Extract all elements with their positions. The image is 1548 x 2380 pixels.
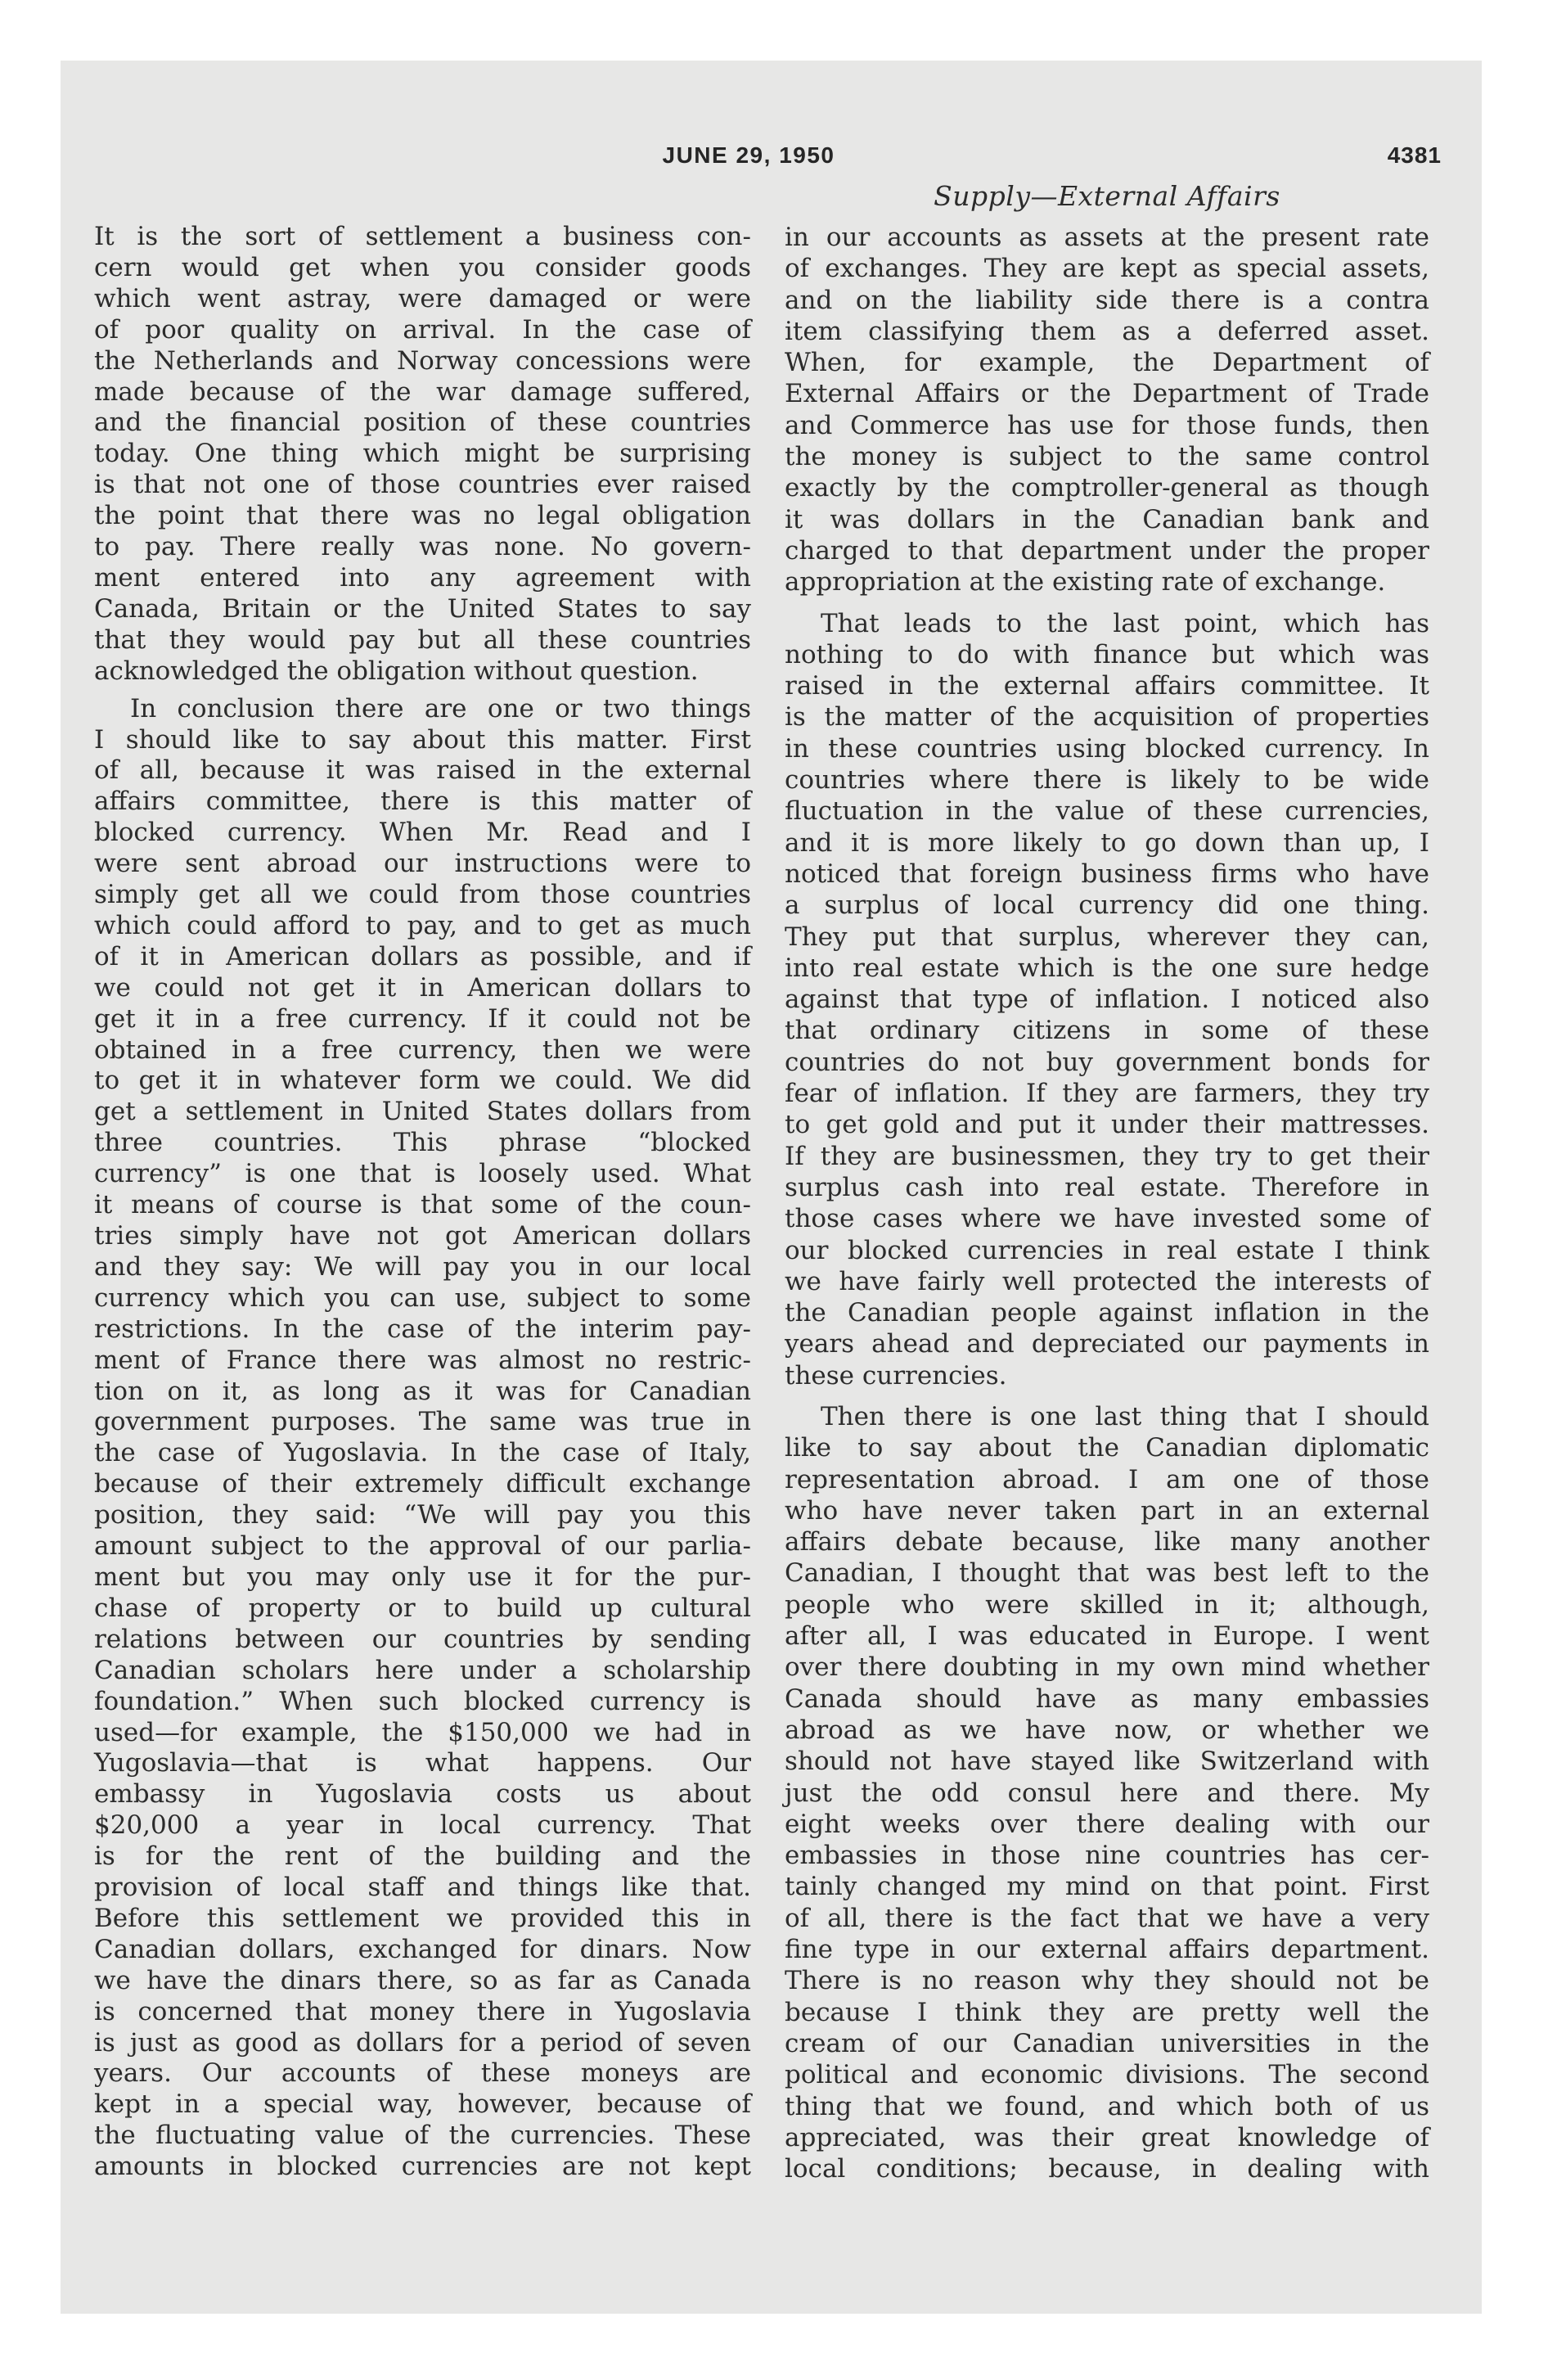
text-line: and it is more likely to go down than up, I — [785, 827, 1429, 858]
text-line: of all, there is the fact that we have a very — [785, 1903, 1429, 1933]
paragraph — [785, 222, 1429, 598]
text-line: countries do not buy government bonds for — [785, 1047, 1429, 1077]
text-line: the Canadian people against inflation in the — [785, 1298, 1429, 1328]
text-line: Canadian scholars here under a scholarship — [94, 1655, 751, 1685]
section-title: Supply—External Affairs — [934, 180, 1280, 212]
text-line: embassy in Yugoslavia costs us about — [94, 1779, 751, 1810]
text-line: noticed that foreign business firms who have — [785, 859, 1429, 889]
text-line: our blocked currencies in real estate I think — [785, 1235, 1429, 1265]
text-line: relations between our countries by sending — [94, 1624, 751, 1654]
text-line: government purposes. The same was true in — [94, 1407, 751, 1437]
text-line: and the financial position of these countries — [94, 408, 751, 438]
text-line: If they are businessmen, they try to get their — [785, 1141, 1429, 1171]
text-line: in these countries using blocked currency. In — [785, 733, 1429, 764]
text-line: we have the dinars there, so as far as Canada — [94, 1965, 751, 1995]
text-line: abroad as we have now, or whether we — [785, 1715, 1429, 1745]
left-column — [94, 222, 751, 2183]
text-line: to get gold and put it under their mattresses. — [785, 1110, 1429, 1140]
text-line: fine type in our external affairs department. — [785, 1935, 1429, 1965]
text-line: tries simply have not got American dollars — [94, 1221, 751, 1251]
text-line: Canadian dollars, exchanged for dinars. Now — [94, 1934, 751, 1964]
right-column — [785, 222, 1429, 2184]
text-line: should not have stayed like Switzerland with — [785, 1747, 1429, 1777]
text-line: exactly by the comptroller-general as though — [785, 473, 1429, 503]
text-line: to pay. There really was none. No govern- — [94, 532, 751, 562]
text-line: and on the liability side there is a contra — [785, 285, 1429, 315]
text-line: today. One thing which might be surprising — [94, 439, 751, 469]
running-head-date: JUNE 29, 1950 — [662, 142, 835, 168]
text-line: people who were skilled in it; although, — [785, 1589, 1429, 1620]
text-line: simply get all we could from those countries — [94, 880, 751, 910]
text-line: of exchanges. They are kept as special assets, — [785, 254, 1429, 284]
text-line: we could not get it in American dollars to — [94, 972, 751, 1003]
text-line: of it in American dollars as possible, and if — [94, 941, 751, 971]
text-line: surplus cash into real estate. Therefore in — [785, 1172, 1429, 1202]
text-line: get a settlement in United States dollars from — [94, 1097, 751, 1127]
text-line: like to say about the Canadian diplomatic — [785, 1433, 1429, 1463]
text-line: Then there is one last thing that I should — [821, 1401, 1429, 1431]
text-line: In conclusion there are one or two things — [130, 693, 751, 723]
text-line: of poor quality on arrival. In the case of — [94, 314, 751, 345]
text-line: Canadian, I thought that was best left to the — [785, 1558, 1429, 1589]
text-line: three countries. This phrase “blocked — [94, 1128, 751, 1158]
text-line: currency” is one that is loosely used. What — [94, 1159, 751, 1189]
text-line: External Affairs or the Department of Trade — [785, 379, 1429, 409]
text-line: Before this settlement we provided this in — [94, 1903, 751, 1933]
text-line: we have fairly well protected the interests of — [785, 1266, 1429, 1296]
text-line: political and economic divisions. The second — [785, 2060, 1429, 2090]
text-line: after all, I was educated in Europe. I went — [785, 1621, 1429, 1652]
text-line: were sent abroad our instructions were to — [94, 849, 751, 879]
text-line: years ahead and depreciated our payments in — [785, 1329, 1429, 1359]
text-line: of all, because it was raised in the external — [94, 755, 751, 786]
text-line: position, they said: “We will pay you this — [94, 1500, 751, 1530]
text-line: those cases where we have invested some of — [785, 1204, 1429, 1234]
text-line: nothing to do with finance but which was — [785, 639, 1429, 669]
text-line: appreciated, was their great knowledge of — [785, 2122, 1429, 2152]
text-line: that they would pay but all these countries — [94, 624, 751, 655]
text-line: made because of the war damage suffered, — [94, 376, 751, 407]
text-line: and Commerce has use for those funds, then — [785, 410, 1429, 440]
text-line: blocked currency. When Mr. Read and I — [94, 818, 751, 848]
text-line: kept in a special way, however, because of — [94, 2089, 751, 2120]
text-line: eight weeks over there dealing with our — [785, 1809, 1429, 1839]
text-line: who have never taken part in an external — [785, 1495, 1429, 1526]
text-line: just the odd consul here and there. My — [785, 1778, 1429, 1808]
paragraph — [94, 222, 751, 687]
text-line: Canada should have as many embassies — [785, 1684, 1429, 1714]
text-line: which went astray, were damaged or were — [94, 283, 751, 313]
text-line: tainly changed my mind on that point. First — [785, 1872, 1429, 1902]
text-line: thing that we found, and which both of us — [785, 2091, 1429, 2121]
text-line: raised in the external affairs committee. It — [785, 671, 1429, 701]
text-line: the point that there was no legal obligation — [94, 501, 751, 531]
text-line: There is no reason why they should not be — [785, 1966, 1429, 1996]
text-line: appropriation at the existing rate of exchange. — [785, 567, 1386, 597]
text-line: provision of local staff and things like that. — [94, 1873, 751, 1903]
text-line: foundation.” When such blocked currency is — [94, 1686, 751, 1716]
text-line: charged to that department under the proper — [785, 535, 1429, 566]
text-line: fluctuation in the value of these currencies, — [785, 796, 1429, 827]
text-line: it means of course is that some of the coun- — [94, 1190, 751, 1220]
text-line: amounts in blocked currencies are not kept — [94, 2152, 751, 2182]
text-line: I should like to say about this matter. First — [94, 724, 751, 755]
text-line: is just as good as dollars for a period of seven — [94, 2027, 751, 2058]
text-line: $20,000 a year in local currency. That — [94, 1810, 751, 1841]
text-line: these currencies. — [785, 1360, 1007, 1391]
text-line: the fluctuating value of the currencies. These — [94, 2121, 751, 2151]
text-line: ment entered into any agreement with — [94, 562, 751, 593]
paragraph — [785, 608, 1429, 1391]
text-line: ment of France there was almost no restric- — [94, 1345, 751, 1375]
text-line: that ordinary citizens in some of these — [785, 1016, 1429, 1046]
text-line: the case of Yugoslavia. In the case of Italy, — [94, 1438, 751, 1468]
text-line: currency which you can use, subject to some — [94, 1282, 751, 1313]
text-line: Canada, Britain or the United States to say — [94, 593, 751, 624]
text-line: They put that surplus, wherever they can, — [785, 922, 1429, 952]
text-line: item classifying them as a deferred asset. — [785, 316, 1429, 346]
text-line: because I think they are pretty well the — [785, 1997, 1429, 2027]
text-line: against that type of inflation. I noticed also — [785, 985, 1429, 1015]
text-line: fear of inflation. If they are farmers, they try — [785, 1079, 1429, 1109]
text-line: It is the sort of settlement a business con- — [94, 222, 751, 251]
page-number: 4381 — [1387, 142, 1442, 168]
text-line: to get it in whatever form we could. We did — [94, 1066, 751, 1096]
text-line: chase of property or to build up cultural — [94, 1593, 751, 1623]
text-line: Yugoslavia—that is what happens. Our — [94, 1748, 751, 1778]
text-line: which could afford to pay, and to get as much — [94, 910, 751, 940]
text-line: affairs committee, there is this matter of — [94, 787, 751, 817]
text-line: into real estate which is the one sure hedge — [785, 953, 1429, 983]
text-line: affairs debate because, like many another — [785, 1527, 1429, 1557]
text-line: because of their extremely difficult exchange — [94, 1469, 751, 1499]
text-line: amount subject to the approval of our parlia- — [94, 1531, 751, 1562]
text-line: countries where there is likely to be wide — [785, 765, 1429, 796]
text-line: is for the rent of the building and the — [94, 1841, 751, 1872]
text-line: in our accounts as assets at the present rate — [785, 223, 1429, 252]
text-line: is concerned that money there in Yugoslavia — [94, 1996, 751, 2026]
text-line: get it in a free currency. If it could not be — [94, 1003, 751, 1034]
text-line: is the matter of the acquisition of properties — [785, 702, 1429, 732]
text-line: cern would get when you consider goods — [94, 252, 751, 282]
text-line: years. Our accounts of these moneys are — [94, 2058, 751, 2089]
text-line: acknowledged the obligation without question. — [94, 656, 699, 686]
text-line: is that not one of those countries ever raised — [94, 470, 751, 500]
text-line: That leads to the last point, which has — [821, 608, 1429, 638]
text-line: tion on it, as long as it was for Canadian — [94, 1376, 751, 1406]
text-line: over there doubting in my own mind whether — [785, 1652, 1429, 1683]
text-line: local conditions; because, in dealing with — [785, 2154, 1429, 2184]
text-line: When, for example, the Department of — [785, 348, 1429, 378]
text-line: the Netherlands and Norway concessions were — [94, 345, 751, 376]
text-line: cream of our Canadian universities in the — [785, 2028, 1429, 2058]
text-line: obtained in a free currency, then we were — [94, 1034, 751, 1065]
text-line: the money is subject to the same control — [785, 442, 1429, 472]
paragraph — [785, 1401, 1429, 2184]
text-line: ment but you may only use it for the pur- — [94, 1562, 751, 1592]
text-line: it was dollars in the Canadian bank and — [785, 504, 1429, 534]
text-line: used—for example, the $150,000 we had in — [94, 1717, 751, 1747]
text-line: and they say: We will pay you in our local — [94, 1251, 751, 1282]
text-line: restrictions. In the case of the interim pay- — [94, 1314, 751, 1344]
text-line: a surplus of local currency did one thing. — [785, 890, 1429, 921]
text-line: embassies in those nine countries has cer- — [785, 1841, 1429, 1871]
paragraph — [94, 694, 751, 2184]
text-line: representation abroad. I am one of those — [785, 1464, 1429, 1494]
